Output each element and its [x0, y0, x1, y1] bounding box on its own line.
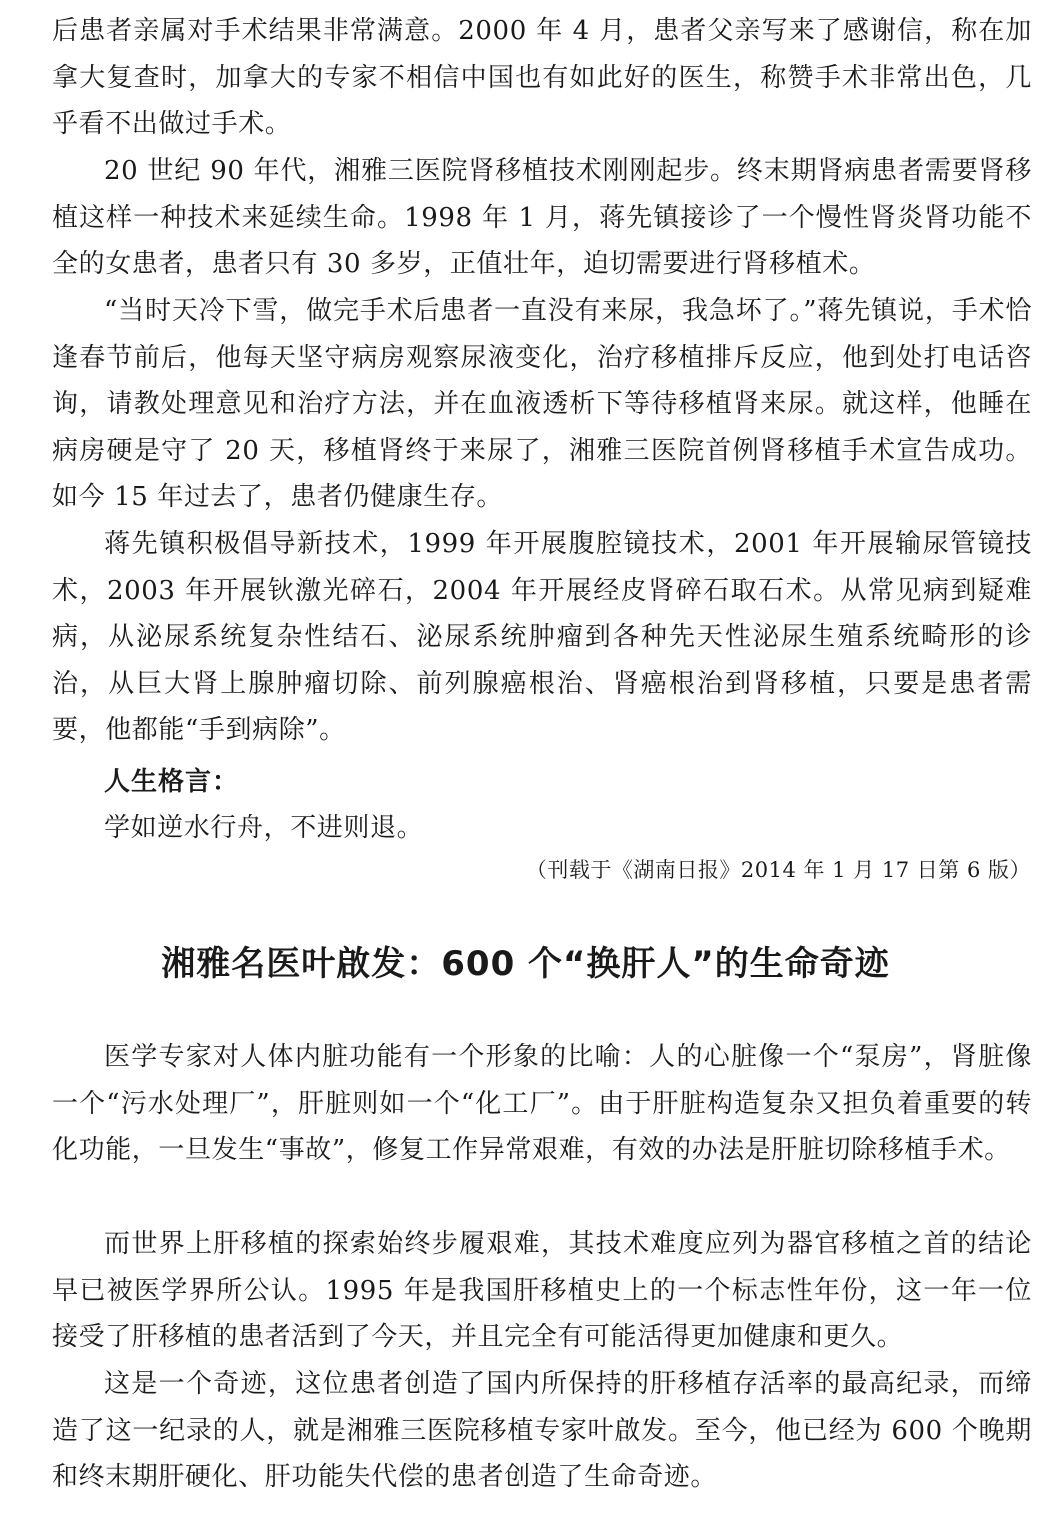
paragraph-liver-transplant-difficulty: 而世界上肝移植的探索始终步履艰难，其技术难度应列为器官移植之首的结论早已被医学界所公认。1995 年是我国肝移植史上的一个标志性年份，这一年一位接受了肝移植的患者活到了今天，并且完全有可能活得更加健康和更久。 — [52, 1229, 1032, 1352]
paragraph-new-techniques: 蒋先镇积极倡导新技术，1999 年开展腹腔镜技术，2001 年开展输尿管镜技术，2003 年开展钬激光碎石，2004 年开展经皮肾碎石取石术。从常见病到疑难病，从泌尿系统复杂性结石、泌尿系统肿瘤到各种先天性泌尿生殖系统畸形的诊治，从巨大肾上腺肿瘤切除、前列腺癌根治、肾癌根治到肾移植，只要是患者需要，他都能“手到病除”。 — [52, 529, 1032, 745]
article-title: 湘雅名医叶啟发：600 个“换肝人”的生命奇迹 — [161, 944, 890, 984]
paragraph-miracle: 这是一个奇迹，这位患者创造了国内所保持的肝移植存活率的最高纪录，而缔造了这一纪录的人，就是湘雅三医院移植专家叶啟发。至今，他已经为 600 个晚期和终末期肝硬化、肝功能失代偿的患者创造了生命奇迹。 — [52, 1369, 1032, 1492]
motto-heading: 人生格言： — [104, 767, 240, 797]
motto-text: 学如逆水行舟，不进则退。 — [104, 813, 424, 843]
paragraph-organ-metaphor: 医学专家对人体内脏功能有一个形象的比喻：人的心脏像一个“泵房”，肾脏像一个“污水处理厂”，肝脏则如一个“化工厂”。由于肝脏构造复杂又担负着重要的转化功能，一旦发生“事故”，修复工作异常艰难，有效的办法是肝脏切除移植手术。 — [52, 1042, 1032, 1165]
paragraph-first-transplant: “当时天冷下雪，做完手术后患者一直没有来尿，我急坏了。”蒋先镇说，手术恰逢春节前后，他每天坚守病房观察尿液变化，治疗移植排斥反应，他到处打电话咨询，请教处理意见和治疗方法，并在血液透析下等待移植肾来尿。就这样，他睡在病房硬是守了 20 天，移植肾终于来尿了，湘雅三医院首例肾移植手术宣告成功。如今 15 年过去了，患者仍健康生存。 — [52, 296, 1032, 512]
paragraph-continuation: 后患者亲属对手术结果非常满意。2000 年 4 月，患者父亲写来了感谢信，称在加拿大复查时，加拿大的专家不相信中国也有如此好的医生，称赞手术非常出色，几乎看不出做过手术。 — [52, 16, 1032, 139]
source-citation: （刊载于《湖南日报》2014 年 1 月 17 日第 6 版） — [525, 858, 1031, 882]
paragraph-kidney-transplant-start: 20 世纪 90 年代，湘雅三医院肾移植技术刚刚起步。终末期肾病患者需要肾移植这样一种技术来延续生命。1998 年 1 月，蒋先镇接诊了一个慢性肾炎肾功能不全的女患者，患者只有 30 多岁，正值壮年，迫切需要进行肾移植术。 — [52, 156, 1032, 279]
